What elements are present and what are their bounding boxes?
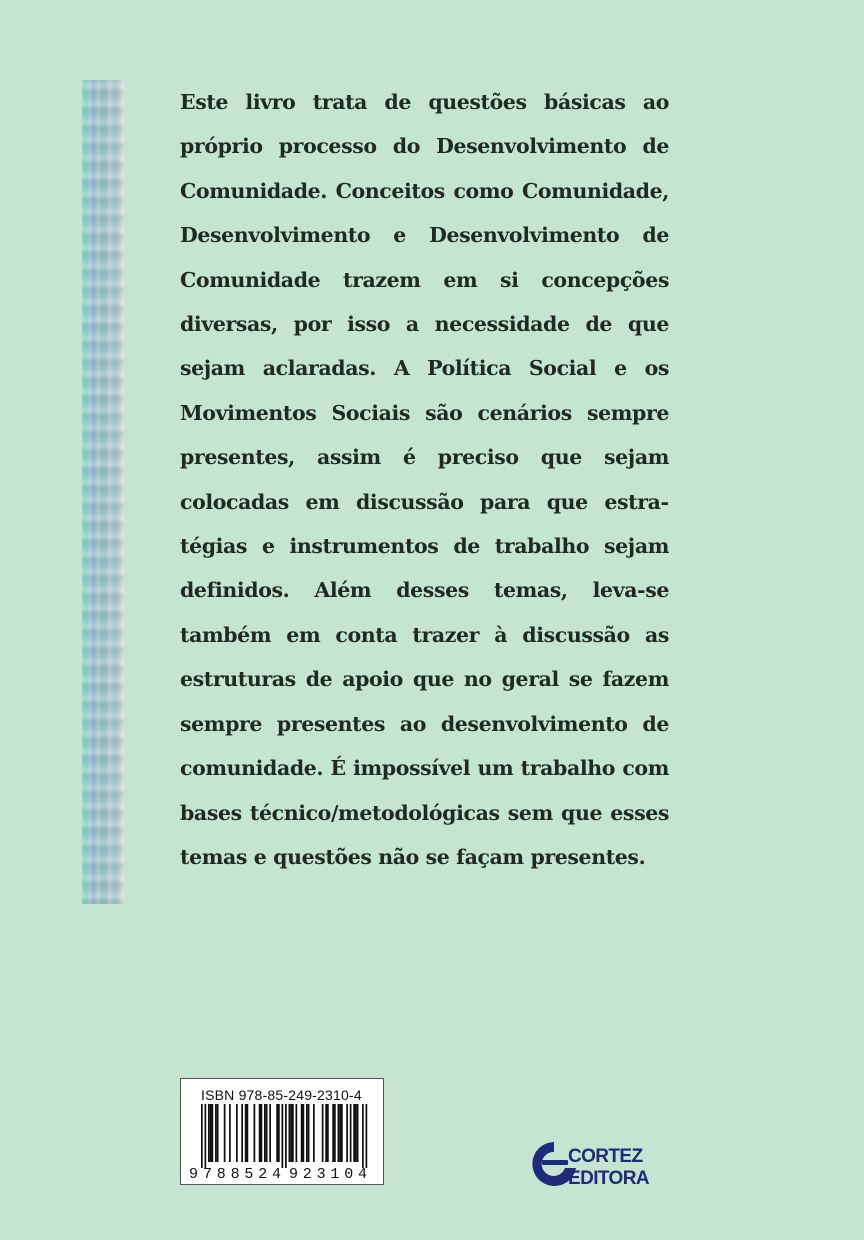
barcode-bar [357,1104,359,1162]
barcode-bar [332,1104,334,1162]
barcode-bar [215,1104,217,1162]
barcode-bar [212,1104,214,1162]
barcode-bar [261,1104,263,1162]
barcode-bar [350,1104,352,1162]
barcode-bar [201,1104,203,1168]
barcode-bar [217,1104,219,1162]
barcode-bar [276,1104,278,1162]
logo-editora-text: EDITORA [568,1168,649,1189]
barcode-bar [264,1104,266,1162]
back-cover-text: Este livro trata de questões básicas ao próprio processo do Desenvolvimento de Comunidade. Conceitos como Comunidade, Desenvolvimento e Desenvolvimento de Comunidade trazem em si concepções diversas, por isso a necessidade de que sejam aclaradas. A Política Social e os Movimentos Sociais são cenários sempre presentes, assim é preciso que sejam colocadas em discussão para que estratégias e instrumentos de trabalho sejam definidos. Além desses temas, leva-se também em conta trazer à discussão as estruturas de apoio que no geral se fazem sempre presentes ao desenvolvimento de comunidade. É impossível um trabalho com bases técnico/metodológicas sem que esses temas e questões não se façam presentes. [180,90,669,869]
barcode-bar [269,1104,271,1162]
barcode-bar [346,1104,348,1162]
barcode-bar [303,1104,305,1162]
barcode-bar [334,1104,336,1162]
barcode-bar [208,1104,210,1162]
barcode-bar [285,1104,287,1168]
barcode-first-digit: 9 [189,1166,199,1180]
barcode-bar [341,1104,343,1162]
barcode-bar [325,1104,327,1162]
barcode-bar [282,1104,284,1168]
barcode-bar [292,1104,294,1162]
barcode-left-digits: 788524 [203,1166,281,1180]
barcode-bar [308,1104,310,1162]
barcode-bar [210,1104,212,1162]
barcode-bar [366,1104,368,1168]
barcode-bar [205,1104,207,1168]
barcode-bar [355,1104,357,1162]
isbn-barcode-box [180,1078,384,1185]
barcode-right-digits: 923104 [289,1166,367,1180]
barcode [189,1104,377,1180]
barcode-bar [289,1104,291,1162]
barcode-bar [259,1104,261,1162]
barcode-bar [290,1104,292,1162]
barcode-bar [353,1104,355,1162]
barcode-bar [338,1104,340,1162]
barcode-bars [201,1104,367,1168]
barcode-bar [327,1104,329,1162]
barcode-bar [339,1104,341,1162]
barcode-bar [224,1104,226,1162]
isbn-number: ISBN 978-85-249-2310-4 [201,1087,362,1103]
barcode-bar [247,1104,249,1162]
barcode-bar [313,1104,315,1162]
barcode-bar [322,1104,324,1162]
barcode-bar [306,1104,308,1162]
barcode-bar [266,1104,268,1162]
barcode-bar [241,1104,243,1162]
barcode-bar [296,1104,298,1162]
barcode-bar [229,1104,231,1162]
decorative-side-strip [82,80,124,904]
cortez-editora-logo [532,1140,674,1192]
barcode-bar [278,1104,280,1162]
barcode-bar [362,1104,364,1168]
logo-cortez-text: CORTEZ [568,1146,643,1167]
barcode-bar [301,1104,303,1162]
barcode-bar [245,1104,247,1162]
barcode-bar [236,1104,238,1162]
barcode-bar [254,1104,256,1162]
